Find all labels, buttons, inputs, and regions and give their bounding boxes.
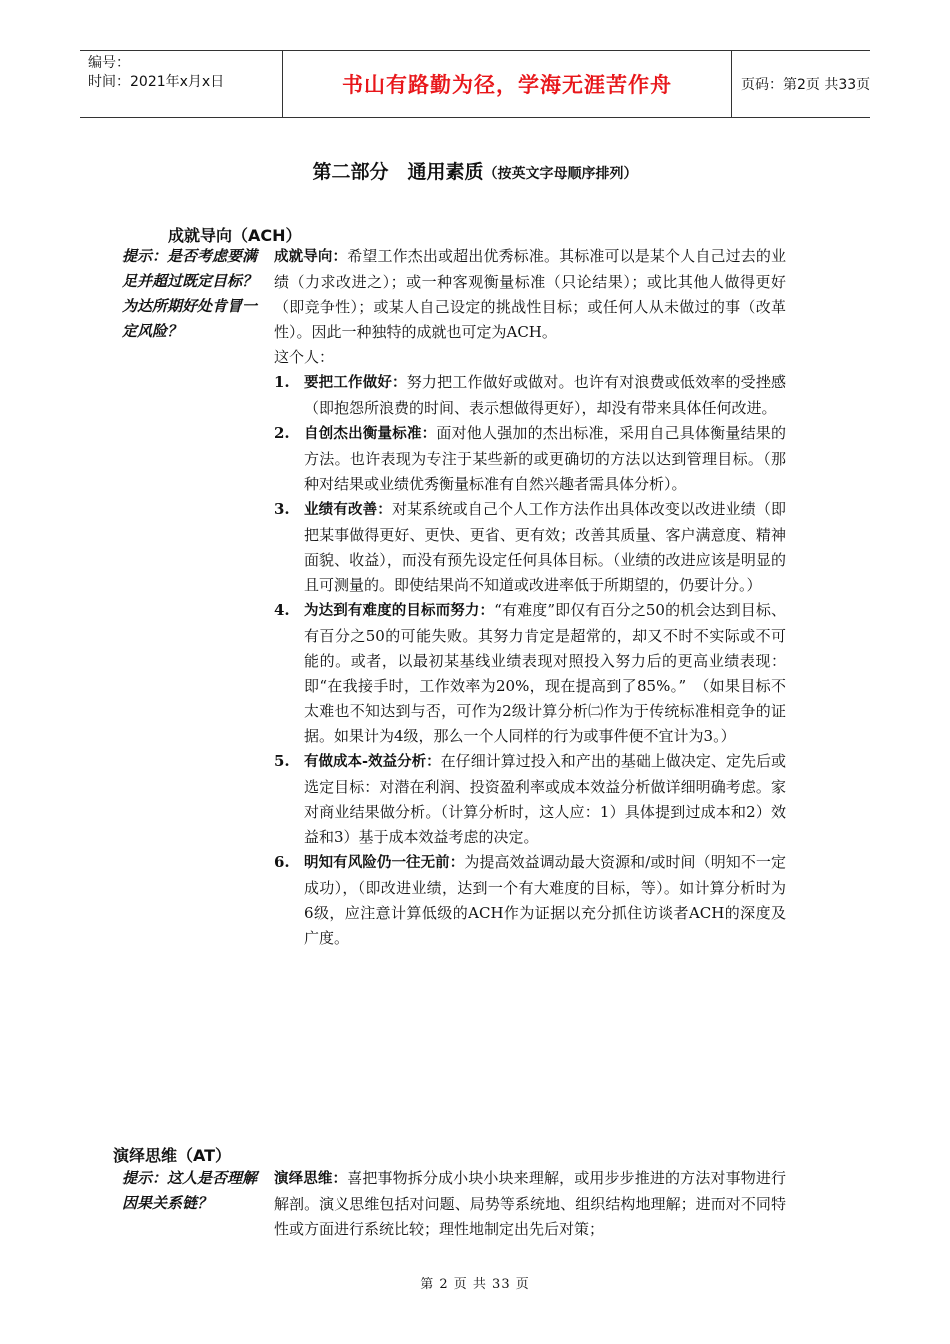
list-item (274, 850, 786, 951)
header-page-info: 页码：第2页 共33页 (741, 77, 871, 93)
section-body-at (274, 1166, 786, 1242)
page-header (80, 50, 870, 118)
intro-paragraph (274, 1166, 786, 1242)
header-motto: 书山有路勤为径，学海无涯苦作舟 (282, 51, 732, 117)
item-keyword: 业绩有改善： (304, 502, 392, 518)
intro-paragraph (274, 244, 786, 345)
list-item (274, 749, 786, 850)
section-heading-ach: 成就导向（ACH） (168, 226, 302, 245)
title-note: （按英文字母顺序排列） (483, 166, 638, 182)
item-keyword: 有做成本-效益分析： (304, 754, 441, 770)
list-item (274, 598, 786, 749)
item-text: “有难度”即仅有百分之50的机会达到目标、有百分之50的可能失败。其努力肯定是超常的，却又不时不实际或不可能的。或者，以最初某基线业绩表现对照投入努力后的更高业绩表现：即“在我接手时，工作效率为20%，现在提高到了85%。” （如果目标不太难也不知达到与否，可作为2级计算分析㈡作为于传统标准相竞争的证据。如果计为4级，那么一个人同样的行为或事件便不宜计为3。） (304, 601, 786, 745)
item-keyword: 要把工作做好： (304, 375, 407, 391)
section-body-ach (274, 244, 786, 951)
title-main: 第二部分 通用素质 (312, 161, 484, 183)
lead-text: 这个人： (274, 348, 335, 366)
intro-keyword: 成就导向： (274, 249, 348, 265)
item-text: 对某系统或自己个人工作方法作出具体改变以改进业绩（即把某事做得更好、更快、更省、更有效；改善其质量、客户满意度、精神面貌、收益），而没有预先设定任何具体目标。（业绩的改进应该是明显的且可测量的。即使结果尚不知道或改进率低于所期望的，仍要计分。） (304, 500, 786, 594)
section-heading-at: 演绎思维（AT） (113, 1146, 232, 1165)
item-text: 努力把工作做好或做对。也许有对浪费或低效率的受挫感（即抱怨所浪费的时间、表示想做得更好），却没有带来具体任何改进。 (304, 373, 786, 417)
list-item (274, 497, 786, 598)
item-number: 4. (274, 601, 290, 619)
hint-ach: 提示：是否考虑要满足并超过既定目标？为达所期好处肯冒一定风险？ (122, 247, 258, 340)
header-meta (80, 51, 282, 117)
list-item (274, 421, 786, 497)
item-keyword: 为达到有难度的目标而努力： (304, 603, 495, 619)
intro-text: 希望工作杰出或超出优秀标准。其标准可以是某个人自己过去的业绩（力求改进之）；或一种客观衡量标准（只论结果）；或比其他人做得更好（即竞争性）；或某人自己设定的挑战性目标；或任何人从未做过的事（改革性）。因此一种独特的成就也可定为ACH。 (274, 247, 786, 341)
item-number: 6. (274, 853, 290, 871)
item-number: 2. (274, 424, 290, 442)
item-number: 5. (274, 752, 290, 770)
list-item (274, 370, 786, 421)
item-text: 为提高效益调动最大资源和/或时间（明知不一定成功），（即改进业绩，达到一个有大难度的目标，等）。如计算分析时为6级，应注意计算低级的ACH作为证据以充分抓住访谈者ACH的深度及广度。 (304, 853, 786, 947)
item-text: 在仔细计算过投入和产出的基础上做决定、定先后或选定目标：对潜在利润、投资盈利率或成本效益分析做详细明确考虑。家对商业结果做分析。（计算分析时，这人应：1）具体提到过成本和2）效益和3）基于成本效益考虑的决定。 (304, 752, 786, 846)
intro-text: 喜把事物拆分成小块小块来理解，或用步步推进的方法对事物进行解剖。演义思维包括对问题、局势等系统地、组织结构地理解；进而对不同特性或方面进行系统比较；理性地制定出先后对策； (274, 1169, 786, 1238)
page-title (0, 157, 950, 184)
number-label: 编号： (88, 55, 130, 71)
item-text: 面对他人强加的杰出标准，采用自己具体衡量结果的方法。也许表现为专注于某些新的或更确切的方法以达到管理目标。（那种对结果或业绩优秀衡量标准有自然兴趣者需具体分析）。 (304, 424, 786, 493)
hint-at: 提示：这人是否理解因果关系链？ (122, 1169, 258, 1212)
item-keyword: 自创杰出衡量标准： (304, 426, 437, 442)
page-footer: 第 2 页 共 33 页 (420, 1277, 530, 1292)
intro-keyword: 演绎思维： (274, 1171, 348, 1187)
item-number: 3. (274, 500, 290, 518)
time-label: 时间：2021年x月x日 (88, 74, 225, 90)
item-keyword: 明知有风险仍一往无前： (304, 855, 465, 871)
item-number: 1. (274, 373, 290, 391)
